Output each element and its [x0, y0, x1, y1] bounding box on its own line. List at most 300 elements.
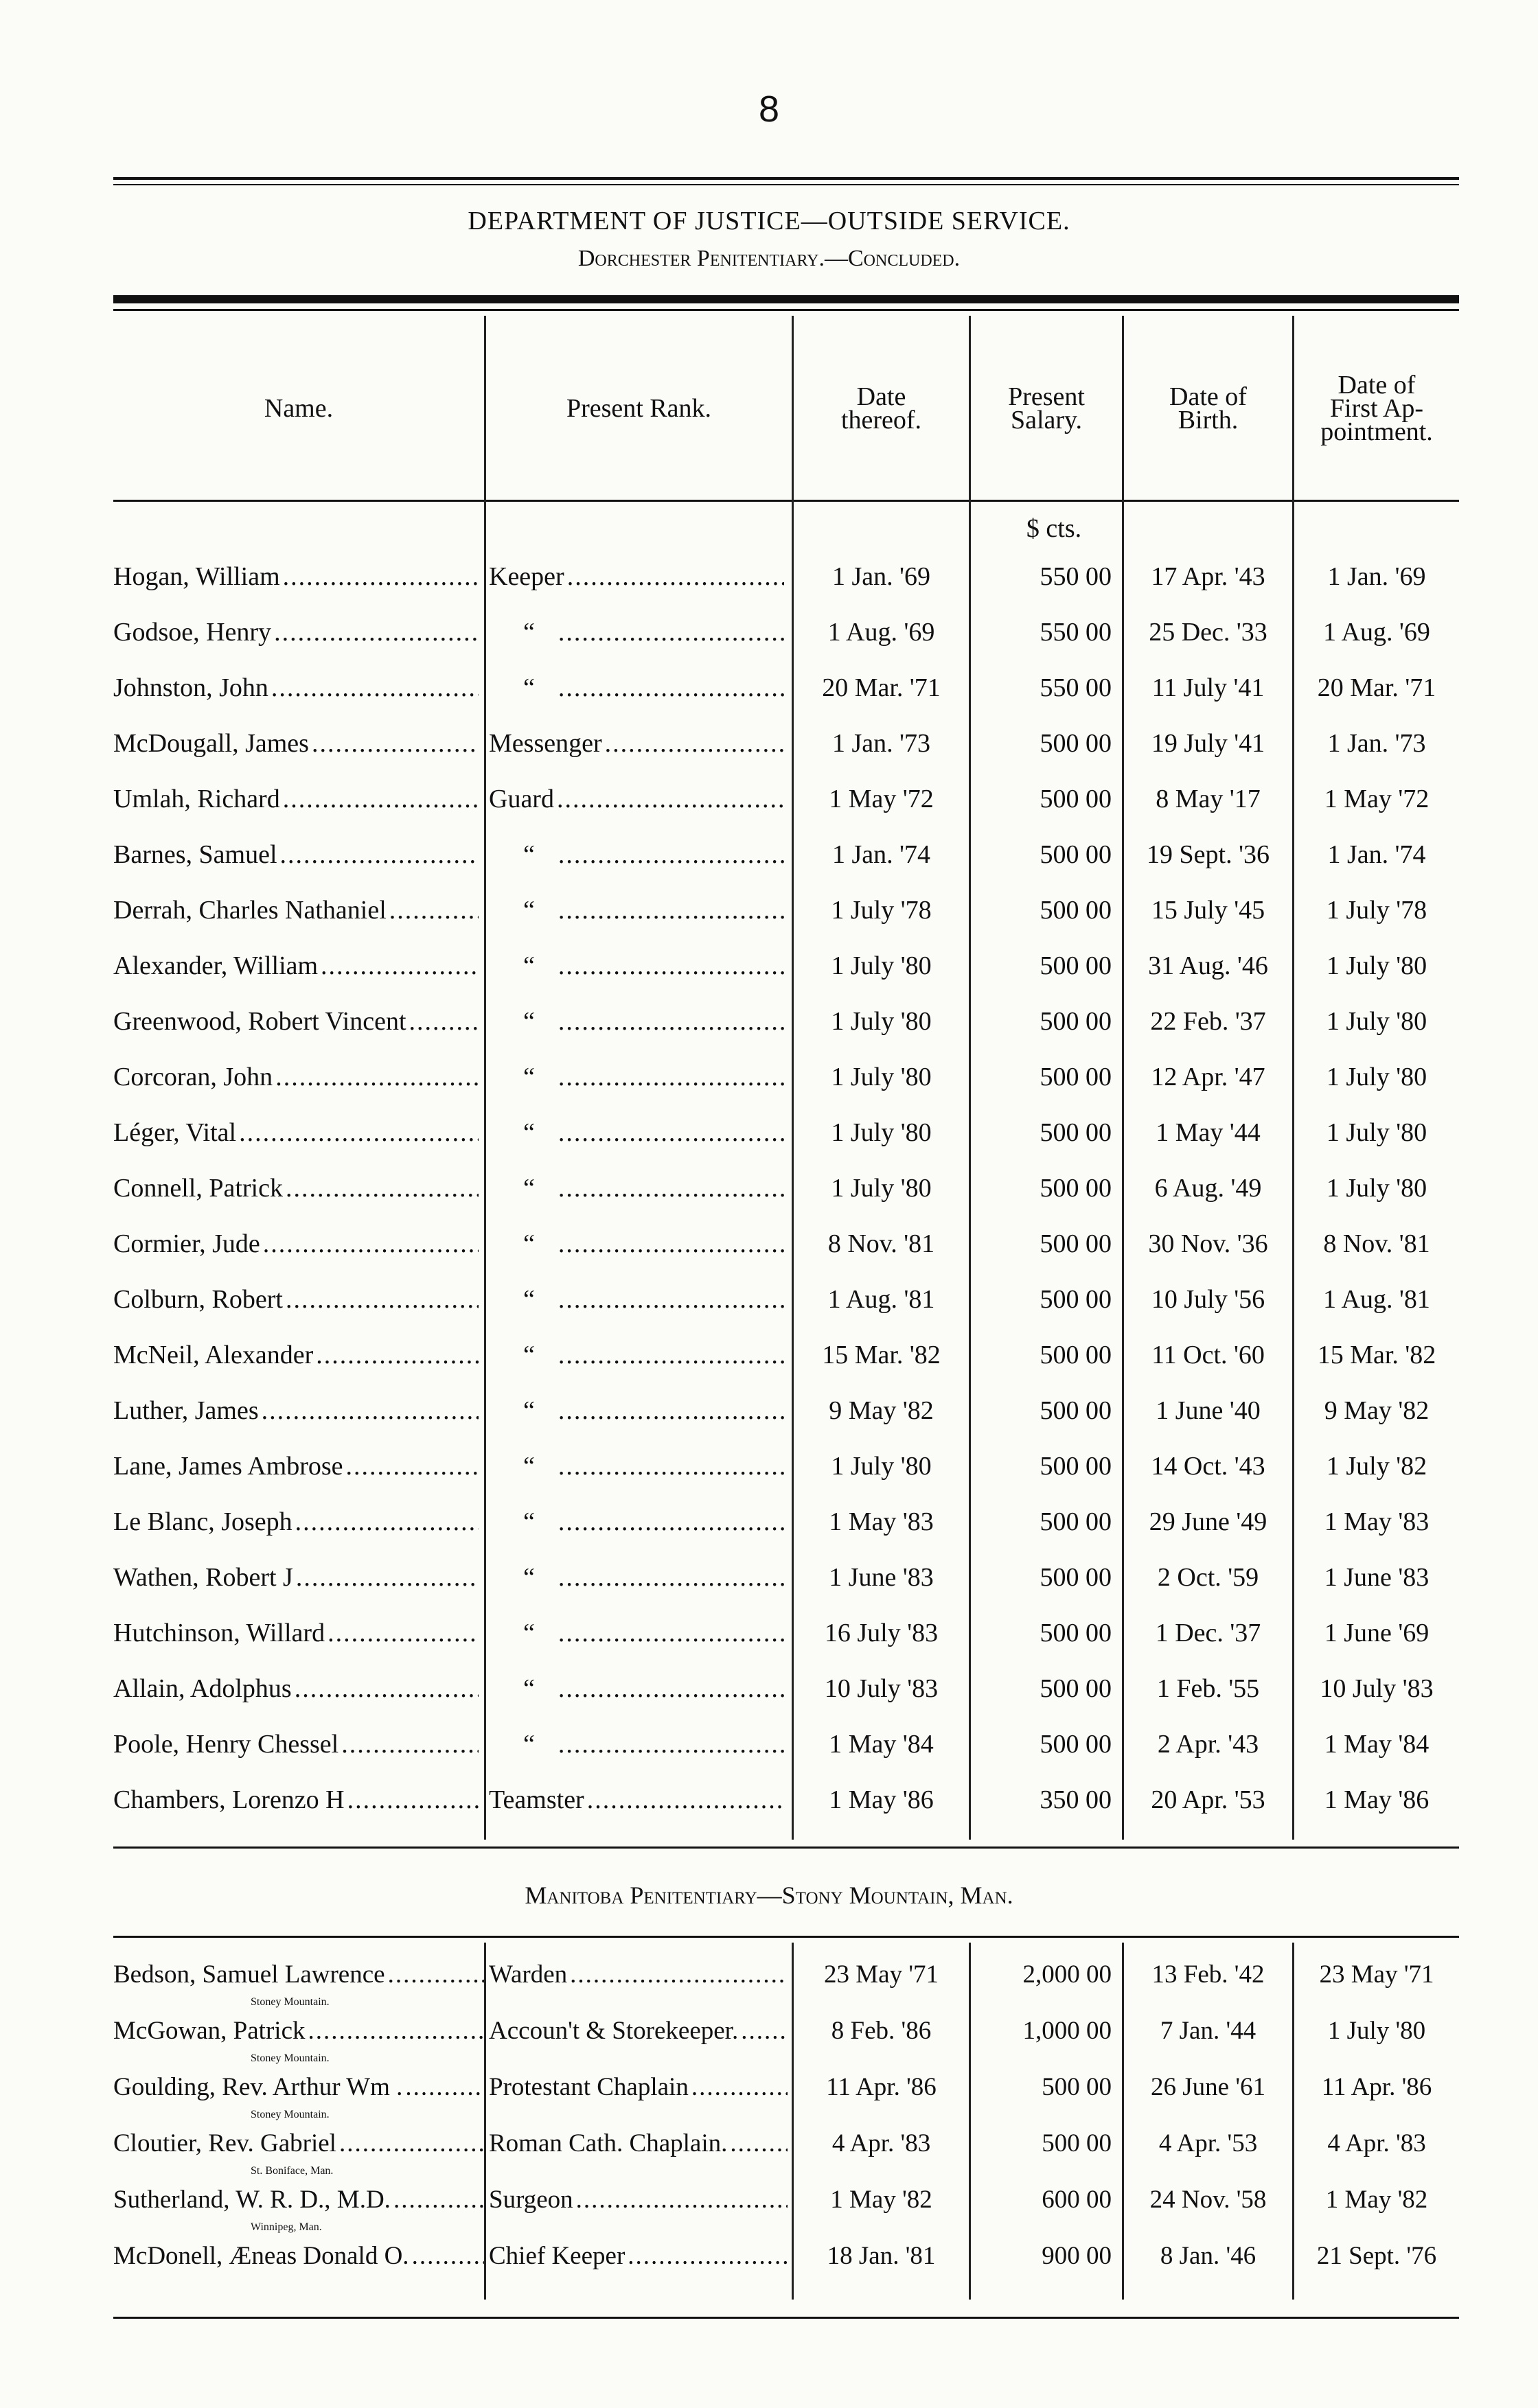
birth-date-cell: 1 Dec. '37	[1155, 1619, 1261, 1647]
leader-dots	[558, 951, 784, 981]
salary-cell: 500 00	[1040, 1341, 1112, 1369]
leader-dots	[558, 1507, 784, 1537]
salary-cell: 500 00	[1040, 1063, 1112, 1091]
person-name: Corcoran, John	[113, 1063, 273, 1091]
rank-cell	[489, 938, 784, 993]
rank-text: “	[523, 618, 535, 647]
person-name: Sutherland, W. R. D., M.D.	[113, 2185, 391, 2214]
name-cell	[113, 1606, 479, 1660]
date-thereof-cell: 11 Apr. '86	[826, 2072, 937, 2101]
birth-date-cell: 7 Jan. '44	[1160, 2016, 1256, 2045]
leader-dots	[558, 1562, 784, 1593]
rank-text: “	[523, 896, 535, 925]
rank-cell	[489, 660, 784, 715]
leader-dots	[262, 1396, 479, 1426]
rank-text: “	[523, 1118, 535, 1147]
person-name: Godsoe, Henry	[113, 618, 272, 647]
top-rule-thin	[113, 184, 1459, 185]
leader-dots	[558, 895, 784, 925]
rank-cell	[489, 1606, 784, 1660]
rank-text: Guard	[489, 785, 554, 813]
leader-dots	[558, 1618, 784, 1648]
birth-date-cell: 26 June '61	[1151, 2072, 1265, 2101]
table-row	[0, 716, 1538, 771]
date-thereof-cell: 1 July '80	[831, 1174, 932, 1203]
first-appointment-cell: 11 Apr. '86	[1321, 2072, 1432, 2101]
rank-text: “	[523, 1452, 535, 1481]
leader-dots	[296, 1562, 479, 1593]
table-row	[0, 938, 1538, 993]
table-row	[0, 994, 1538, 1049]
leader-dots	[576, 2185, 788, 2214]
leader-dots	[347, 1785, 479, 1815]
person-name: McGowan, Patrick	[113, 2016, 306, 2045]
name-cell	[113, 938, 479, 993]
rank-cell	[489, 1717, 784, 1772]
salary-cell: 500 00	[1040, 896, 1112, 925]
leader-dots	[283, 562, 479, 592]
rank-text: Messenger	[489, 729, 602, 758]
header-birth	[1124, 316, 1292, 501]
salary-cell: 500 00	[1040, 1174, 1112, 1203]
birth-date-cell: 17 Apr. '43	[1151, 562, 1265, 591]
leader-dots	[239, 1118, 479, 1148]
salary-cell: 600 00	[1042, 2185, 1112, 2214]
header-first-line3: pointment.	[1320, 417, 1433, 446]
rank-text: Teamster	[489, 1785, 584, 1814]
leader-dots	[295, 1674, 479, 1704]
leader-dots	[321, 951, 479, 981]
birth-date-cell: 8 Jan. '46	[1160, 2241, 1256, 2270]
rank-cell	[489, 716, 784, 771]
rank-text: “	[523, 1285, 535, 1314]
first-appointment-cell: 23 May '71	[1319, 1960, 1434, 1989]
header-birth-line1: Date of	[1169, 382, 1247, 411]
rank-cell	[489, 1550, 784, 1605]
birth-date-cell: 2 Oct. '59	[1157, 1563, 1259, 1592]
rank-cell	[489, 1328, 784, 1382]
rank-text: “	[523, 1563, 535, 1592]
name-line	[113, 2016, 484, 2045]
leader-dots	[339, 2129, 484, 2157]
first-appointment-cell: 1 June '83	[1324, 1563, 1430, 1592]
salary-cell: 500 00	[1040, 1396, 1112, 1425]
name-cell	[113, 1717, 479, 1772]
leader-dots	[558, 1729, 784, 1759]
rank-cell	[489, 1272, 784, 1327]
first-appointment-cell: 1 July '80	[1326, 1174, 1427, 1203]
birth-date-cell: 1 May '44	[1156, 1118, 1261, 1147]
name-cell	[113, 1328, 479, 1382]
rank-cell	[489, 1439, 784, 1494]
name-cell	[113, 1216, 479, 1271]
bottom-rule	[113, 2317, 1459, 2319]
salary-cell: 550 00	[1040, 562, 1112, 591]
table-row	[0, 1661, 1538, 1716]
rank-text: “	[523, 840, 535, 869]
date-thereof-cell: 16 July '83	[824, 1619, 939, 1647]
leader-dots	[295, 1507, 479, 1537]
leader-dots	[412, 2241, 484, 2270]
person-name: Le Blanc, Joseph	[113, 1507, 292, 1536]
first-appointment-cell: 1 Jan. '74	[1327, 840, 1426, 869]
date-thereof-cell: 1 May '83	[829, 1507, 934, 1536]
leader-dots	[605, 728, 784, 759]
header-name: Name.	[264, 394, 334, 423]
person-name: McDonell, Æneas Donald O.	[113, 2241, 409, 2270]
rank-cell	[489, 1494, 784, 1549]
first-appointment-cell: 4 Apr. '83	[1327, 2129, 1426, 2157]
name-cell	[113, 2185, 484, 2214]
name-cell	[113, 2129, 484, 2157]
person-name: Léger, Vital	[113, 1118, 237, 1147]
leader-dots	[558, 1674, 784, 1704]
person-name: Bedson, Samuel Lawrence	[113, 1960, 385, 1989]
leader-dots	[393, 2185, 484, 2214]
date-thereof-cell: 1 May '84	[829, 1730, 934, 1759]
leader-dots	[341, 1729, 479, 1759]
rank-text: “	[523, 1229, 535, 1258]
leader-dots	[558, 1451, 784, 1481]
birth-date-cell: 13 Feb. '42	[1151, 1960, 1265, 1989]
salary-cell: 500 00	[1040, 1563, 1112, 1592]
date-thereof-cell: 20 Mar. '71	[822, 673, 941, 702]
rank-text: Chief Keeper	[489, 2241, 625, 2270]
date-thereof-cell: 1 Jan. '69	[831, 562, 930, 591]
person-name: Cloutier, Rev. Gabriel	[113, 2129, 336, 2157]
rank-text: Warden	[489, 1960, 568, 1989]
person-name: Allain, Adolphus	[113, 1674, 292, 1703]
column-divider	[484, 1943, 486, 2300]
name-cell	[113, 660, 479, 715]
salary-cell: 550 00	[1040, 673, 1112, 702]
name-line	[113, 1960, 484, 1989]
salary-cell: 500 00	[1040, 729, 1112, 758]
page-number: 8	[758, 89, 780, 130]
person-name: Chambers, Lorenzo H	[113, 1785, 345, 1814]
top-rule	[113, 177, 1459, 180]
person-name: Cormier, Jude	[113, 1229, 260, 1258]
first-appointment-cell: 1 May '86	[1324, 1785, 1430, 1814]
name-cell	[113, 1439, 479, 1494]
leader-dots	[275, 1062, 479, 1092]
first-appointment-cell: 1 Aug. '81	[1323, 1285, 1430, 1314]
leader-dots	[741, 2016, 788, 2045]
name-cell	[113, 549, 479, 604]
person-name: Goulding, Rev. Arthur Wm .	[113, 2072, 403, 2101]
table-row	[0, 772, 1538, 826]
rank-text: Surgeon	[489, 2185, 573, 2214]
manitoba-section-title: Manitoba Penitentiary—Stony Mountain, Man.	[525, 1882, 1013, 1909]
name-cell	[113, 1272, 479, 1327]
leader-dots	[558, 840, 784, 870]
name-cell	[113, 1161, 479, 1216]
header-first-line1: Date of	[1338, 371, 1416, 400]
table-row	[0, 1606, 1538, 1660]
leader-dots	[286, 1173, 479, 1203]
date-thereof-cell: 8 Nov. '81	[827, 1229, 935, 1258]
header-first-line2: First Ap-	[1329, 394, 1424, 423]
leader-dots	[558, 1340, 784, 1370]
leader-dots	[263, 1229, 479, 1259]
leader-dots	[558, 673, 784, 703]
rank-text: “	[523, 1619, 535, 1647]
first-appointment-cell: 1 July '80	[1326, 1063, 1427, 1091]
birth-date-cell: 12 Apr. '47	[1151, 1063, 1265, 1091]
first-appointment-cell: 1 Aug. '69	[1323, 618, 1430, 647]
date-thereof-cell: 1 Jan. '74	[831, 840, 930, 869]
birth-date-cell: 25 Dec. '33	[1149, 618, 1267, 647]
leader-dots	[286, 1284, 479, 1315]
section-rule	[113, 1846, 1459, 1849]
date-thereof-cell: 1 July '80	[831, 1063, 932, 1091]
person-name: Luther, James	[113, 1396, 259, 1425]
name-cell	[113, 2241, 484, 2270]
date-thereof-cell: 1 May '82	[830, 2185, 932, 2214]
residence-line: Winnipeg, Man.	[251, 2221, 322, 2233]
header-date-thereof	[794, 316, 969, 501]
name-line	[113, 2129, 484, 2157]
name-cell	[113, 1960, 484, 1989]
name-cell	[113, 1494, 479, 1549]
date-thereof-cell: 1 July '80	[831, 1007, 932, 1036]
table-row	[0, 1161, 1538, 1216]
person-name: Greenwood, Robert Vincent	[113, 1007, 406, 1036]
date-thereof-cell: 1 July '78	[831, 896, 932, 925]
name-cell	[113, 1772, 479, 1827]
salary-cell: 500 00	[1042, 2129, 1112, 2157]
table-row	[0, 883, 1538, 938]
first-appointment-cell: 10 July '83	[1320, 1674, 1434, 1703]
leader-dots	[274, 617, 479, 647]
header-salary-line2: Salary.	[1010, 406, 1083, 435]
leader-dots	[557, 784, 784, 814]
leader-dots	[570, 1960, 788, 1989]
rank-cell	[489, 883, 784, 938]
table-row	[0, 549, 1538, 604]
rank-cell	[489, 1161, 784, 1216]
rank-text: “	[523, 1174, 535, 1203]
first-appointment-cell: 1 May '83	[1324, 1507, 1430, 1536]
person-name: Lane, James Ambrose	[113, 1452, 343, 1481]
date-thereof-cell: 8 Feb. '86	[831, 2016, 932, 2045]
rank-text: Protestant Chaplain	[489, 2072, 689, 2101]
name-cell	[113, 2016, 484, 2045]
rank-cell	[489, 994, 784, 1049]
leader-dots	[558, 617, 784, 647]
birth-date-cell: 11 July '41	[1151, 673, 1265, 702]
leader-dots	[308, 2016, 485, 2045]
leader-dots	[558, 1062, 784, 1092]
salary-cell: 1,000 00	[1022, 2016, 1112, 2045]
leader-dots	[558, 1118, 784, 1148]
header-thick-rule	[113, 295, 1459, 303]
name-cell	[113, 1105, 479, 1160]
person-name: Barnes, Samuel	[113, 840, 277, 869]
section-subtitle: Dorchester Penitentiary.—Concluded.	[577, 246, 961, 271]
rank-text: “	[523, 673, 535, 702]
date-thereof-cell: 4 Apr. '83	[831, 2129, 931, 2157]
salary-cell: 900 00	[1042, 2241, 1112, 2270]
rank-cell	[489, 1050, 784, 1104]
birth-date-cell: 10 July '56	[1151, 1285, 1265, 1314]
rank-text: “	[523, 951, 535, 980]
rank-cell	[489, 2185, 788, 2214]
salary-cell: 500 00	[1040, 951, 1112, 980]
person-name: Hogan, William	[113, 562, 280, 591]
birth-date-cell: 11 Oct. '60	[1151, 1341, 1265, 1369]
date-thereof-cell: 1 June '83	[829, 1563, 934, 1592]
first-appointment-cell: 20 Mar. '71	[1317, 673, 1436, 702]
rank-text: “	[523, 1341, 535, 1369]
person-name: McDougall, James	[113, 729, 309, 758]
rank-cell	[489, 605, 784, 660]
rank-cell	[489, 2129, 788, 2157]
first-appointment-cell: 1 May '72	[1324, 785, 1430, 813]
rank-cell	[489, 549, 784, 604]
first-appointment-cell: 21 Sept. '76	[1316, 2241, 1437, 2270]
header-first-appointment	[1294, 316, 1459, 501]
leader-dots	[558, 1284, 784, 1315]
table-row	[0, 1383, 1538, 1438]
person-name: Derrah, Charles Nathaniel	[113, 896, 387, 925]
leader-dots	[409, 1006, 479, 1037]
salary-cell: 500 00	[1040, 1619, 1112, 1647]
first-appointment-cell: 9 May '82	[1324, 1396, 1430, 1425]
leader-dots	[558, 1006, 784, 1037]
first-appointment-cell: 1 July '80	[1326, 1007, 1427, 1036]
rank-cell	[489, 1661, 784, 1716]
salary-cell: 500 00	[1040, 1229, 1112, 1258]
date-thereof-cell: 1 July '80	[831, 951, 932, 980]
table-row	[0, 1550, 1538, 1605]
salary-cell: 500 00	[1040, 1285, 1112, 1314]
rank-cell	[489, 1216, 784, 1271]
person-name: Umlah, Richard	[113, 785, 280, 813]
first-appointment-cell: 1 June '69	[1324, 1619, 1430, 1647]
date-thereof-cell: 23 May '71	[824, 1960, 939, 1989]
salary-cell: 500 00	[1040, 1730, 1112, 1759]
leader-dots	[346, 1451, 479, 1481]
salary-cell: 500 00	[1040, 1674, 1112, 1703]
leader-dots	[567, 562, 784, 592]
birth-date-cell: 1 June '40	[1156, 1396, 1261, 1425]
leader-dots	[280, 840, 479, 870]
rank-text: Keeper	[489, 562, 564, 591]
first-appointment-cell: 1 May '84	[1324, 1730, 1430, 1759]
header-birth-line2: Birth.	[1178, 406, 1239, 435]
rank-cell	[489, 1772, 784, 1827]
name-cell	[113, 605, 479, 660]
table-row	[0, 1050, 1538, 1104]
birth-date-cell: 22 Feb. '37	[1150, 1007, 1266, 1036]
name-cell	[113, 2072, 484, 2101]
person-name: McNeil, Alexander	[113, 1341, 314, 1369]
name-cell	[113, 1661, 479, 1716]
header-salary-line1: Present	[1008, 382, 1085, 411]
header-thin-rule	[113, 309, 1459, 311]
person-name: Alexander, William	[113, 951, 319, 980]
header-date-thereof-line1: Date	[856, 382, 906, 411]
first-appointment-cell: 1 July '78	[1326, 896, 1427, 925]
table-row	[0, 1216, 1538, 1271]
table-row	[0, 1272, 1538, 1327]
birth-date-cell: 20 Apr. '53	[1151, 1785, 1265, 1814]
birth-date-cell: 2 Apr. '43	[1157, 1730, 1259, 1759]
residence-line: Stoney Mountain.	[251, 2052, 330, 2064]
leader-dots	[388, 1960, 484, 1989]
first-appointment-cell: 15 Mar. '82	[1317, 1341, 1436, 1369]
rank-text: Accoun't & Storekeeper.	[489, 2016, 739, 2045]
birth-date-cell: 6 Aug. '49	[1154, 1174, 1262, 1203]
rank-cell	[489, 2072, 788, 2101]
rank-text: “	[523, 1674, 535, 1703]
rank-text: “	[523, 1507, 535, 1536]
first-appointment-cell: 1 July '80	[1327, 2016, 1426, 2045]
name-line	[113, 2241, 484, 2270]
name-cell	[113, 772, 479, 826]
leader-dots	[405, 2072, 484, 2101]
table-row	[0, 1494, 1538, 1549]
name-cell	[113, 827, 479, 882]
birth-date-cell: 4 Apr. '53	[1158, 2129, 1258, 2157]
leader-dots	[587, 1785, 784, 1815]
leader-dots	[389, 895, 479, 925]
birth-date-cell: 1 Feb. '55	[1156, 1674, 1260, 1703]
birth-date-cell: 15 July '45	[1151, 896, 1265, 925]
first-appointment-cell: 1 Jan. '73	[1327, 729, 1426, 758]
currency-header: $ cts.	[1026, 514, 1082, 543]
name-cell	[113, 1383, 479, 1438]
leader-dots	[283, 784, 479, 814]
table-row	[0, 660, 1538, 715]
rank-text: “	[523, 1007, 535, 1036]
salary-cell: 550 00	[1040, 618, 1112, 647]
residence-line: St. Boniface, Man.	[251, 2165, 334, 2177]
first-appointment-cell: 1 Jan. '69	[1327, 562, 1426, 591]
salary-cell: 500 00	[1040, 1118, 1112, 1147]
table-row	[0, 827, 1538, 882]
leader-dots	[691, 2072, 788, 2101]
rank-cell	[489, 772, 784, 826]
section-rule-bottom	[113, 1936, 1459, 1938]
date-thereof-cell: 1 May '86	[829, 1785, 934, 1814]
birth-date-cell: 31 Aug. '46	[1148, 951, 1268, 980]
salary-cell: 500 00	[1040, 785, 1112, 813]
salary-cell: 500 00	[1042, 2072, 1112, 2101]
person-name: Wathen, Robert J	[113, 1563, 293, 1592]
rank-cell	[489, 2241, 788, 2270]
person-name: Johnston, John	[113, 673, 268, 702]
date-thereof-cell: 1 July '80	[831, 1118, 932, 1147]
date-thereof-cell: 1 Aug. '69	[827, 618, 935, 647]
date-thereof-cell: 1 Aug. '81	[827, 1285, 935, 1314]
person-name: Hutchinson, Willard	[113, 1619, 325, 1647]
date-thereof-cell: 1 May '72	[829, 785, 934, 813]
department-title: DEPARTMENT OF JUSTICE—OUTSIDE SERVICE.	[468, 207, 1070, 235]
rank-cell	[489, 1960, 788, 1989]
leader-dots	[558, 1396, 784, 1426]
date-thereof-cell: 15 Mar. '82	[822, 1341, 941, 1369]
first-appointment-cell: 1 July '80	[1326, 951, 1427, 980]
rank-cell	[489, 827, 784, 882]
person-name: Colburn, Robert	[113, 1285, 283, 1314]
birth-date-cell: 30 Nov. '36	[1148, 1229, 1268, 1258]
rank-text: Roman Cath. Chaplain.	[489, 2129, 728, 2157]
rank-cell	[489, 1383, 784, 1438]
table-row	[0, 1772, 1538, 1827]
salary-cell: 500 00	[1040, 840, 1112, 869]
